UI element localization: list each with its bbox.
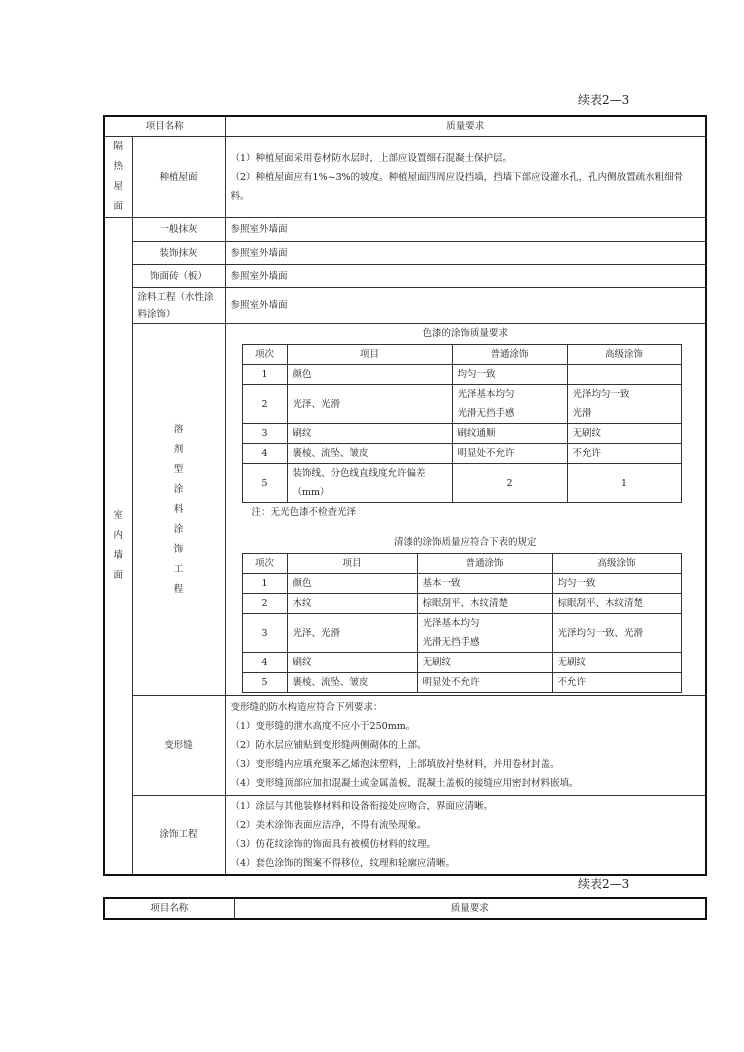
table-cell: 2 [452,464,567,503]
table-header-row [242,554,681,574]
wall-group [104,218,132,875]
table-cell: 5 [242,673,287,693]
text-line: 墙 [113,549,123,561]
table-row [242,444,681,464]
table-cell: 光泽均匀一致 光滑 [567,385,681,424]
table-cell: 光泽、光滑 [287,385,452,424]
table-cell: 光泽基本均匀 光滑无挡手感 [417,614,552,653]
header-name: 项目名称 [104,116,225,137]
table-row [242,424,681,444]
text-line: （4）套色涂饰的图案不得移位，纹理和轮廓应清晰。 [230,857,456,869]
table-row [242,385,681,424]
table-cell: 无刷纹 [552,653,681,673]
text-line: 工 [173,563,184,575]
table-cell: 刷纹 [287,424,452,444]
clear-paint-table [242,553,682,693]
table-cell: 1 [242,574,287,594]
text-line: 面 [113,569,123,581]
table-row [242,594,681,614]
table-cell: 5 [242,464,287,503]
table-row [242,365,681,385]
table-cell: 高级涂饰 [552,554,681,574]
table-cell: 棕眼刮平、木纹清楚 [552,594,681,614]
table-cell: 3 [242,614,287,653]
table-cell: 无刷纹 [417,653,552,673]
table-cell: 颜色 [287,365,452,385]
row-req: 参照室外墙面 [225,242,706,265]
text-line: （2）防水层应铺贴到变形缝两侧砌体的上部。 [230,740,427,751]
coat-req [225,796,706,875]
text-line: 屋 [113,181,123,192]
table-cell: 不允许 [567,444,681,464]
roof-group [104,137,132,218]
text-line: 溶 [173,423,184,435]
text-line: （2）种植屋面应有1%~3%的坡度。种植屋面四周应设挡墙，挡墙下部应设灌水孔，孔内侧放置疏水粗细骨料。 [230,171,684,202]
text-line: （1）涂层与其他装修材料和设备衔接处应吻合，界面应清晰。 [230,800,494,812]
text-line: 面 [113,201,123,212]
text-line: 隔 [113,141,123,152]
table-row [242,574,681,594]
table-cell: 木纹 [287,594,417,614]
row-item: 涂料工程（水性涂料涂饰） [132,288,225,324]
solvent-item [132,324,225,696]
table-cell: 不允许 [552,673,681,693]
row-item: 饰面砖（板） [132,265,225,288]
table-header-row [242,345,681,365]
table-cell: 刷纹 [287,653,417,673]
text-line: （3）变形缝内应填充聚苯乙烯泡沫塑料，上部填放衬垫材料，并用卷材封盖。 [230,759,560,770]
text-line: 涂 [173,483,184,495]
table-cell: 光泽基本均匀 光滑无挡手感 [452,385,567,424]
table-cell: 1 [242,365,287,385]
table-cell: 光泽均匀一致、光滑 [552,614,681,653]
table-row [242,464,681,503]
row-req: 参照室外墙面 [225,218,706,242]
continued-table-header [103,897,707,920]
text-line: 内 [113,529,123,541]
table-cell: 1 [567,464,681,503]
row-req: 参照室外墙面 [225,265,706,288]
table-cell: 项目 [287,345,452,365]
note: 注：无光色漆不检查光泽 [251,507,357,518]
joint-req [225,696,706,796]
table-cell: 2 [242,385,287,424]
header-req: 质量要求 [225,116,706,137]
table-cell: 颜色 [287,574,417,594]
table-cell: 均匀一致 [552,574,681,594]
text-line: 剂 [173,443,184,455]
table-cell: 4 [242,653,287,673]
table-row [242,673,681,693]
table-cell: 2 [242,594,287,614]
table-cell: 裹棱、流坠、皱皮 [287,673,417,693]
table-cell [567,365,681,385]
text-line: （1）变形缝的泄水高度不应小于250mm。 [230,721,416,732]
continued-label: 续表2—3 [578,93,630,107]
text-line: （4）变形缝顶部应加扣混凝土或金属盖板，混凝土盖板的接缝应用密封材料嵌填。 [230,778,579,789]
table2-title: 清漆的涂饰质量应符合下表的规定 [394,537,537,548]
table-cell: 高级涂饰 [567,345,681,365]
text-line: 料 [173,503,184,515]
text-line: 室 [113,509,123,521]
row-item: 装饰抹灰 [132,242,225,265]
text-line: 饰 [173,543,184,555]
table-cell: 均匀一致 [452,365,567,385]
table-cell: 4 [242,444,287,464]
coat-item: 涂饰工程 [132,796,225,875]
table-cell: 棕眼刮平、木纹清楚 [417,594,552,614]
table-cell: 项次 [242,554,287,574]
roof-req [225,137,706,218]
table-cell: 明显处不允许 [417,673,552,693]
joint-item: 变形缝 [132,696,225,796]
text-line: 型 [173,463,184,475]
table-cell: 装饰线、分色线直线度允许偏差（mm） [287,464,452,503]
table-cell: 普通涂饰 [417,554,552,574]
table-cell: 无刷纹 [567,424,681,444]
header-req: 质量要求 [234,898,706,919]
table-row [242,653,681,673]
table-cell: 项次 [242,345,287,365]
row-req: 参照室外墙面 [225,288,706,324]
continued-label-2: 续表2—3 [578,877,630,891]
quality-table [103,115,707,876]
text-line: 程 [173,583,184,595]
text-line: （1）种植屋面采用卷材防水层时，上部应设置细石混凝土保护层。 [230,152,513,164]
color-paint-table [242,344,682,503]
table-cell: 基本一致 [417,574,552,594]
table-cell: 3 [242,424,287,444]
table-cell: 项目 [287,554,417,574]
row-item: 一般抹灰 [132,218,225,242]
text-line: 涂 [173,523,184,535]
table-cell: 光泽、光滑 [287,614,417,653]
header-name: 项目名称 [104,898,234,919]
table1-title: 色漆的涂饰质量要求 [422,328,509,339]
table-cell: 裹棱、流坠、皱皮 [287,444,452,464]
table-cell: 刷纹通顺 [452,424,567,444]
roof-item: 种植屋面 [132,137,225,218]
text-line: （3）仿花纹涂饰的饰面具有被模仿材料的纹理。 [230,838,437,850]
table-row [242,614,681,653]
table-cell: 明显处不允许 [452,444,567,464]
text-line: （2）美术涂饰表面应洁净，不得有流坠现象。 [230,819,427,831]
text-line: 变形缝的防水构造应符合下列要求： [230,702,383,713]
text-line: 热 [113,161,123,172]
table-cell: 普通涂饰 [452,345,567,365]
